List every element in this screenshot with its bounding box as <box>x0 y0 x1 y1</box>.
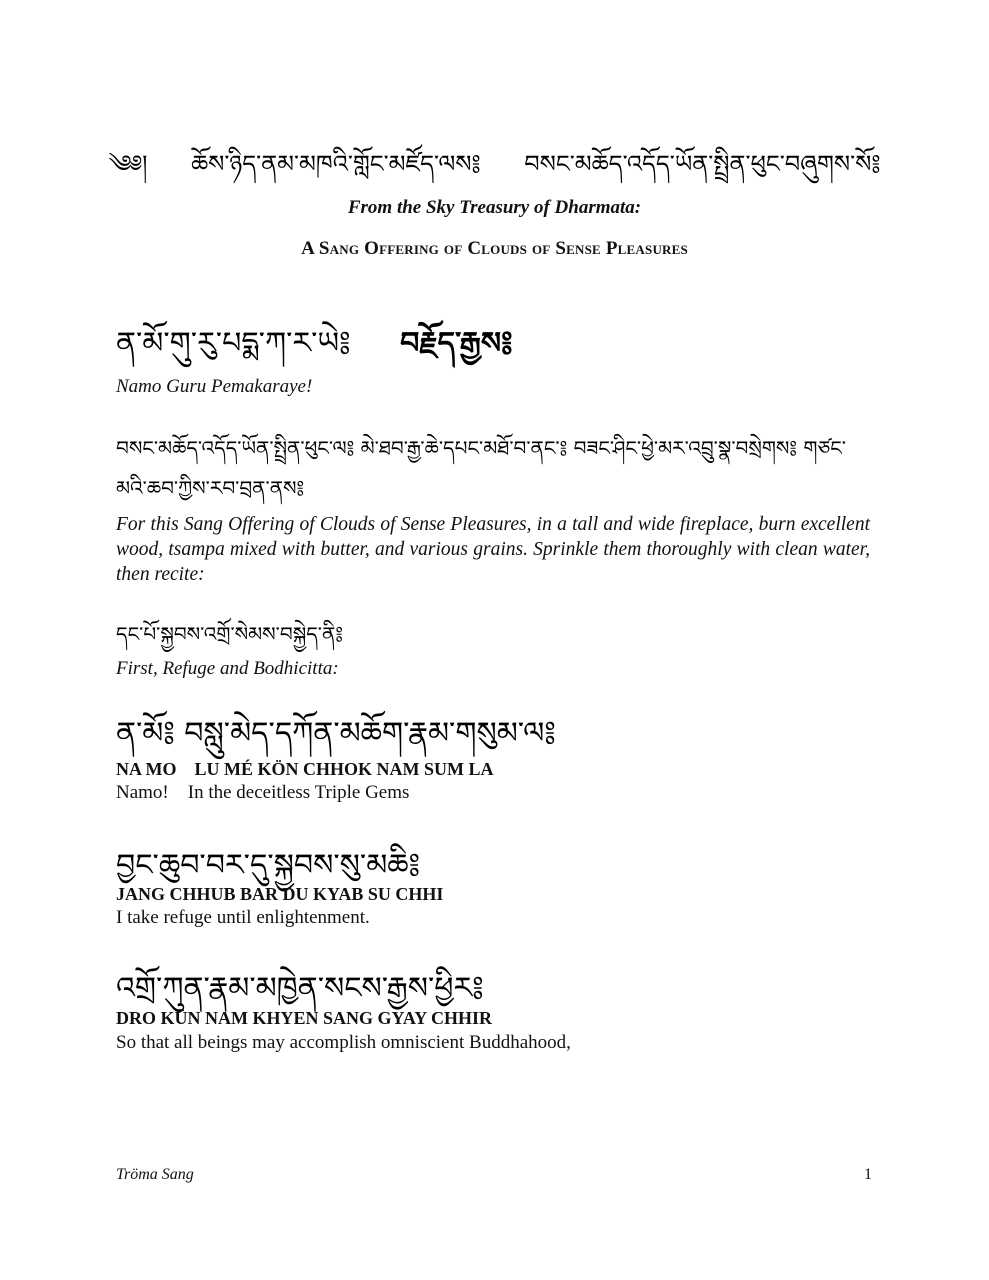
verse-tibetan: འགྲོ་ཀུན་རྣམ་མཁྱེན་སངས་རྒྱས་ཕྱིར༔ <box>116 971 484 1006</box>
tibetan-homage-text: ན་མོ་གུ་རུ་པདྨ་ཀ་ར་ཡེ༔ <box>116 326 351 361</box>
verse-tibetan: བྱང་ཆུབ་བར་དུ་སྐྱབས་སུ་མཆི༔ <box>116 848 421 883</box>
tibetan-title-part: ཆོས་ཉིད་ནམ་མཁའི་གློང་མཛོད་ལས༔ <box>191 150 481 178</box>
verse-tibetan: ན་མོ༔ བསླུ་མེད་དཀོན་མཆོག་རྣམ་གསུམ་ལ༔ <box>116 716 556 751</box>
tibetan-seed-syllables: བརྗོད་རྒྱས༔ <box>400 326 513 361</box>
footer-title: Tröma Sang <box>116 1166 194 1183</box>
verse-translation: So that all beings may accomplish omniscient Buddhahood, <box>116 1032 571 1053</box>
tibetan-instructions: བསང་མཆོད་འདོད་ཡོན་སྤྲིན་ཕུང་ལ༔ མེ་ཐབ་རྒྱ་ཆེ་དཔང་མཐོ་བ་ནང་༔ བཟང་ཤིང་ཕྱེ་མར་འབྲུ་སྣ་བསྲེགས༔ གཙང་མའི་ཆབ་ཀྱིས་རབ་བྲན་ནས༔ <box>116 436 846 500</box>
tibetan-title-part: བསང་མཆོད་འདོད་ཡོན་སྤྲིན་ཕུང་བཞུགས་སོ༔ <box>524 150 881 178</box>
refuge-heading-english: First, Refuge and Bodhicitta: <box>116 658 339 679</box>
document-subtitle: A Sang Offering of Clouds of Sense Pleasures <box>301 238 688 259</box>
page-number: 1 <box>864 1166 872 1183</box>
document-title: From the Sky Treasury of Dharmata: <box>347 197 642 218</box>
tibetan-refuge-heading: དང་པོ་སྐྱབས་འགྲོ་སེམས་བསྐྱེད་ནི༔ <box>116 622 343 646</box>
tibetan-title <box>0 138 989 205</box>
tibetan-title-part: ༄༅། <box>108 150 148 178</box>
verse-phonetic: DRO KÜN NAM KHYEN SANG GYAY CHHIR <box>116 1008 493 1028</box>
verse-phonetic: JANG CHHUB BAR DU KYAB SU CHHI <box>116 884 444 904</box>
verse-phonetic: NA MO LU MÉ KÖN CHHOK NAM SUM LA <box>116 759 494 779</box>
instructions-english: For this Sang Offering of Clouds of Sense Pleasures, in a tall and wide fireplace, burn excellent wood, tsampa mixed with butter, and various grains. Sprinkle them thoroughly with clean water, then recite: <box>116 514 870 585</box>
verse-translation: I take refuge until enlightenment. <box>116 907 370 928</box>
homage-english: Namo Guru Pemakaraye! <box>116 376 313 397</box>
verse-translation: Namo! In the deceitless Triple Gems <box>116 782 410 803</box>
